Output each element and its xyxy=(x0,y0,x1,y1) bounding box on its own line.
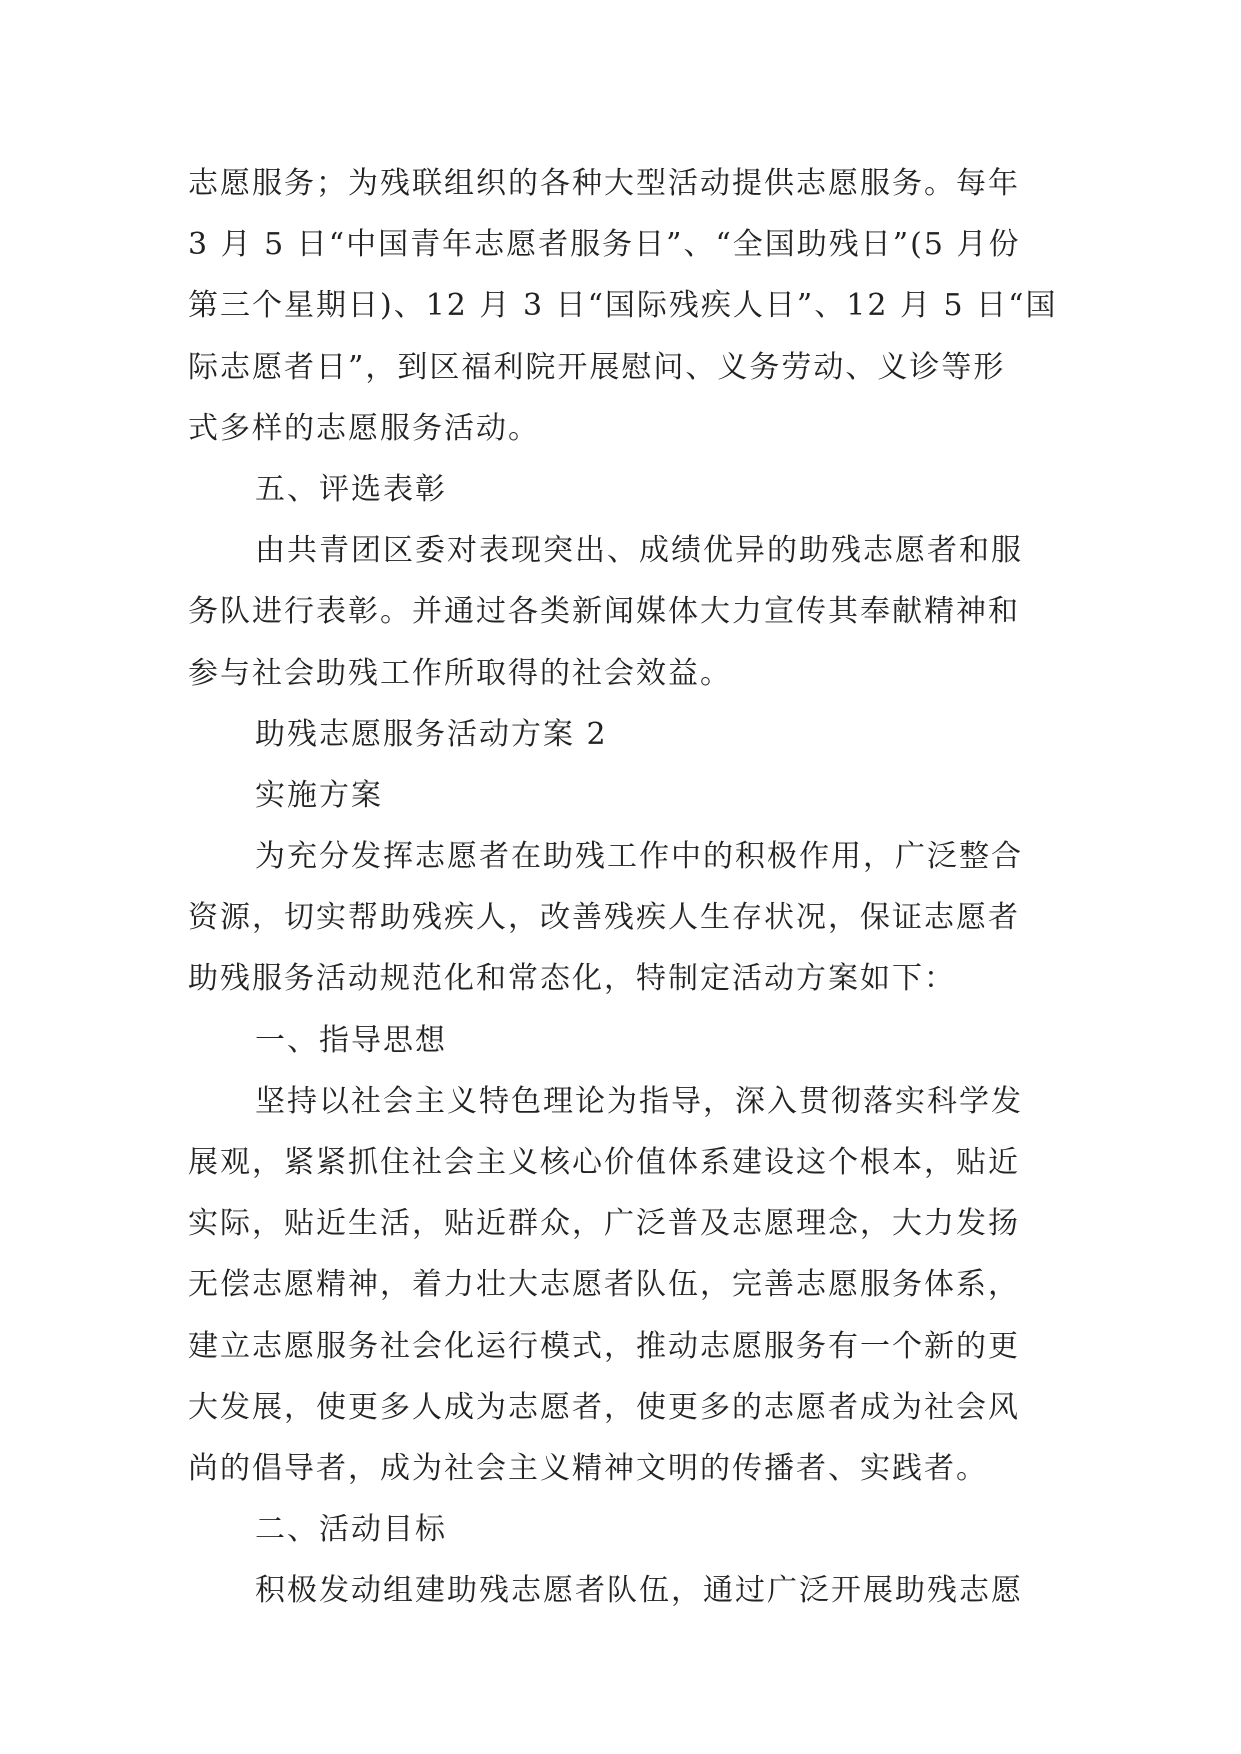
text-line: 尚的倡导者，成为社会主义精神文明的传播者、实践者。 xyxy=(188,1450,988,1486)
section-heading: 二、活动目标 xyxy=(255,1512,447,1548)
text-line: 际志愿者日”，到区福利院开展慰问、义务劳动、义诊等形 xyxy=(188,349,1006,385)
text-line: 参与社会助残工作所取得的社会效益。 xyxy=(188,655,732,691)
text-line: 志愿服务；为残联组织的各种大型活动提供志愿服务。每年 xyxy=(188,166,1020,201)
paragraph-start: 为充分发挥志愿者在助残工作中的积极作用，广泛整合 xyxy=(255,839,1023,875)
text-line: 无偿志愿精神，着力壮大志愿者队伍，完善志愿服务体系， xyxy=(188,1267,1020,1303)
text-line: 式多样的志愿服务活动。 xyxy=(188,410,540,446)
text-line: 资源，切实帮助残疾人，改善残疾人生存状况，保证志愿者 xyxy=(188,900,1020,936)
text-line: 务队进行表彰。并通过各类新闻媒体大力宣传其奉献精神和 xyxy=(188,594,1020,630)
document-subtitle: 实施方案 xyxy=(255,777,383,813)
paragraph-start: 积极发动组建助残志愿者队伍，通过广泛开展助残志愿 xyxy=(255,1573,1023,1609)
text-line: 展观，紧紧抓住社会主义核心价值体系建设这个根本，贴近 xyxy=(188,1145,1020,1180)
section-heading: 一、指导思想 xyxy=(255,1022,447,1058)
document-title: 助残志愿服务活动方案 2 xyxy=(255,716,608,752)
text-line: 大发展，使更多人成为志愿者，使更多的志愿者成为社会风 xyxy=(188,1389,1020,1425)
document-body xyxy=(188,153,1068,1622)
text-line: 建立志愿服务社会化运行模式，推动志愿服务有一个新的更 xyxy=(188,1328,1020,1364)
text-line: 第三个星期日)、12 月 3 日“国际残疾人日”、12 月 5 日“国 xyxy=(188,288,1058,324)
text-line: 助残服务活动规范化和常态化，特制定活动方案如下： xyxy=(188,961,956,997)
section-heading: 五、评选表彰 xyxy=(255,471,447,507)
text-line: 实际，贴近生活，贴近群众，广泛普及志愿理念，大力发扬 xyxy=(188,1206,1020,1242)
paragraph-start: 由共青团区委对表现突出、成绩优异的助残志愿者和服 xyxy=(255,533,1023,569)
text-line: 3 月 5 日“中国青年志愿者服务日”、“全国助残日”(5 月份 xyxy=(188,227,1021,263)
paragraph-start: 坚持以社会主义特色理论为指导，深入贯彻落实科学发 xyxy=(255,1083,1023,1119)
